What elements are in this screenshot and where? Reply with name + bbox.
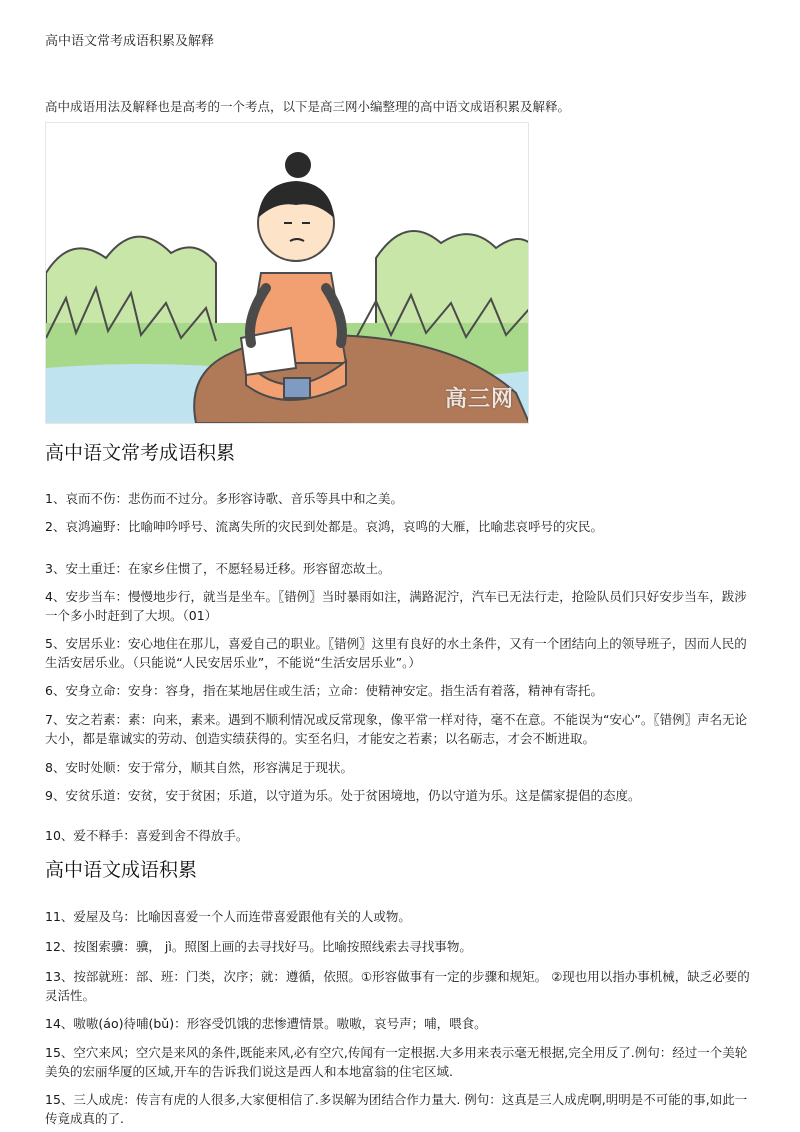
idiom-entry-3: 3、安土重迁：在家乡住惯了，不愿轻易迁移。形容留恋故土。 [45, 561, 391, 576]
idiom-entry-1: 1、哀而不伤：悲伤而不过分。多形容诗歌、音乐等具中和之美。 [45, 491, 403, 506]
idiom-entry-14: 14、嗷嗷(áo)待哺(bǔ)：形容受饥饿的悲惨遭情景。嗷嗷，哀号声；哺，喂食。 [45, 1016, 487, 1031]
idiom-entry-8: 8、安时处顺：安于常分，顺其自然，形容满足于现状。 [45, 760, 353, 775]
idiom-entry-9: 9、安贫乐道：安贫，安于贫困；乐道，以守道为乐。处于贫困境地，仍以守道为乐。这是儒家提倡的态度。 [45, 788, 641, 803]
article-illustration [45, 122, 529, 424]
idiom-entry-15: 15、空穴来风；空穴是来风的条件,既能来风,必有空穴,传闻有一定根据.大多用来表示毫无根据,完全用反了.例句：经过一个美轮美奂的宏丽华厦的区域,开车的告诉我们说这是西人和本地富翁的住宅区域. [45, 1045, 748, 1079]
section-title-2: 高中语文成语积累 [45, 859, 198, 881]
idiom-entry-12: 12、按图索骥：骥， jì。照图上画的去寻找好马。比喻按照线索去寻找事物。 [45, 939, 472, 954]
idiom-entry-7: 7、安之若素：素：向来，素来。遇到不顺利情况或反常现象，像平常一样对待，毫不在意。不能误为“安心”。〖错例〗声名无论大小，都是靠诚实的劳动、创造实绩获得的。实至名归，才能安之若素；以名砺志，才会不断进取。 [45, 712, 748, 746]
section-title-1: 高中语文常考成语积累 [45, 442, 236, 464]
page-header-title: 高中语文常考成语积累及解释 [45, 34, 215, 49]
idiom-entry-4: 4、安步当车：慢慢地步行，就当是坐车。〖错例〗当时暴雨如注，满路泥泞，汽车已无法行走，抢险队员们只好安步当车，跋涉一个多小时赶到了大坝。（01） [45, 589, 747, 623]
illustration-watermark: 高三网 [444, 387, 514, 412]
idiom-entry-15b: 15、三人成虎：传言有虎的人很多,大家便相信了.多误解为团结合作力量大. 例句：这真是三人成虎啊,明明是不可能的事,如此一传竟成真的了. [45, 1092, 748, 1126]
idiom-entry-10: 10、爱不释手：喜爱到舍不得放手。 [45, 828, 249, 843]
idiom-entry-11: 11、爱屋及乌：比喻因喜爱一个人而连带喜爱跟他有关的人或物。 [45, 909, 411, 924]
illustration-drawing [46, 123, 529, 424]
idiom-entry-2: 2、哀鸿遍野：比喻呻吟呼号、流离失所的灾民到处都是。哀鸿，哀鸣的大雁，比喻悲哀呼号的灾民。 [45, 519, 603, 534]
intro-paragraph: 高中成语用法及解释也是高考的一个考点，以下是高三网小编整理的高中语文成语积累及解释。 [45, 99, 571, 114]
idiom-entry-5: 5、安居乐业：安心地住在那儿，喜爱自己的职业。〖错例〗这里有良好的水土条件，又有一个团结向上的领导班子，因而人民的生活安居乐业。（只能说“人民安居乐业”，不能说“生活安居乐业”。） [45, 636, 747, 670]
idiom-entry-6: 6、安身立命：安身：容身，指在某地居住或生活；立命：使精神安定。指生活有着落，精神有寄托。 [45, 683, 603, 698]
idiom-entry-13: 13、按部就班：部、班：门类，次序；就：遵循，依照。①形容做事有一定的步骤和规矩。 ②现也用以指办事机械，缺乏必要的灵活性。 [45, 969, 750, 1003]
